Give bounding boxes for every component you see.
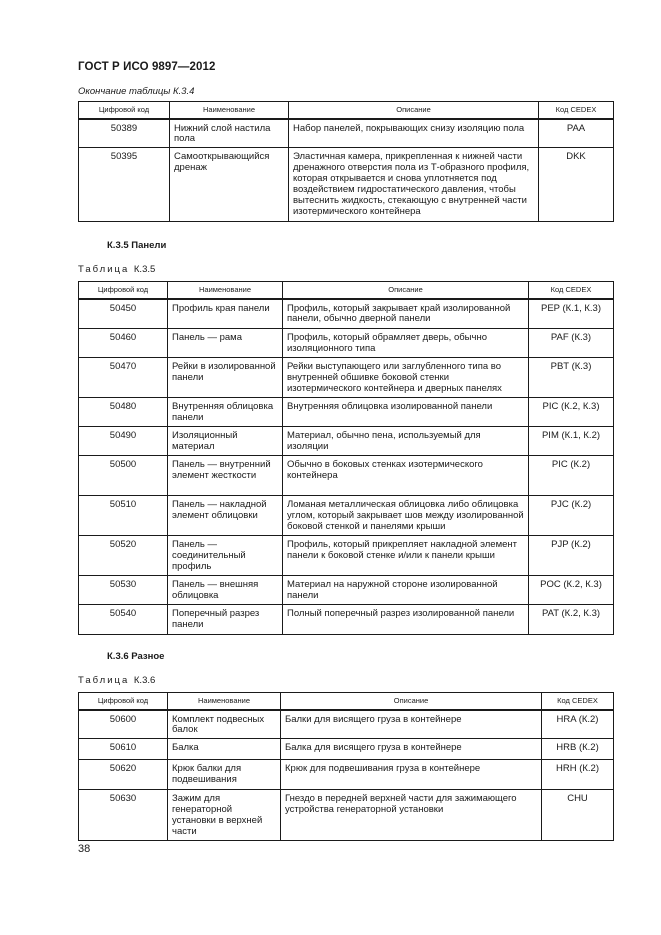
cell-code: 50610 [79,739,168,760]
cell-description: Профиль, который обрамляет дверь, обычно изоляционного типа [283,329,529,358]
table-row [79,790,614,841]
cell-name: Самооткрывающийся дренаж [170,148,289,222]
cell-cedex: DKK [539,148,614,222]
table-caption-number: К.3.6 [133,675,156,686]
table-header-row [79,693,614,710]
table-caption-number: К.3.5 [133,264,156,275]
column-header-cedex: Код CEDEX [539,102,614,119]
cell-code: 50490 [79,427,168,456]
cell-cedex: CHU [542,790,614,841]
table-caption-word: Таблица [78,675,130,686]
column-header-code: Цифровой код [79,693,168,710]
cell-cedex: PAA [539,119,614,148]
cell-cedex: HRH (К.2) [542,760,614,790]
cell-cedex: PBT (К.3) [529,358,614,398]
cell-code: 50620 [79,760,168,790]
table-row [79,739,614,760]
table-row [79,605,614,635]
table-row [79,398,614,427]
table-k35 [78,281,614,635]
table-row [79,148,614,222]
cell-cedex: PAF (К.3) [529,329,614,358]
column-header-cedex: Код CEDEX [542,693,614,710]
table-caption-k35 [78,264,155,275]
cell-name: Панель — внешняя облицовка [168,576,283,605]
table-row [79,576,614,605]
section-heading-misc: К.3.6 Разное [107,651,165,662]
document-header: ГОСТ Р ИСО 9897—2012 [78,61,216,73]
column-header-cedex: Код CEDEX [529,282,614,299]
cell-description: Гнездо в передней верхней части для зажимающего устройства генераторной установки [281,790,542,841]
cell-code: 50470 [79,358,168,398]
section-heading-panels: К.3.5 Панели [107,240,167,251]
table-caption-k36 [78,675,155,686]
table-row [79,760,614,790]
cell-name: Панель — накладной элемент облицовки [168,496,283,536]
cell-name: Панель — внутренний элемент жесткости [168,456,283,496]
cell-name: Балка [168,739,281,760]
table-header-row [79,102,614,119]
table-row [79,456,614,496]
cell-name: Нижний слой настила пола [170,119,289,148]
cell-description: Рейки выступающего или заглубленного типа во внутренней обшивке боковой стенки изотермического контейнера и дверных панелях [283,358,529,398]
table-row [79,536,614,576]
cell-name: Панель — соединительный профиль [168,536,283,576]
column-header-description: Описание [283,282,529,299]
table-caption-word: Таблица [78,264,130,275]
table-row [79,329,614,358]
cell-description: Балка для висящего груза в контейнере [281,739,542,760]
cell-description: Обычно в боковых стенках изотермического контейнера [283,456,529,496]
cell-cedex: PIC (К.2, К.3) [529,398,614,427]
table-row [79,427,614,456]
cell-code: 50520 [79,536,168,576]
cell-description: Материал, обычно пена, используемый для изоляции [283,427,529,456]
cell-code: 50395 [79,148,170,222]
cell-cedex: PIC (К.2) [529,456,614,496]
column-header-code: Цифровой код [79,282,168,299]
cell-cedex: HRA (К.2) [542,710,614,739]
cell-description: Эластичная камера, прикрепленная к нижней части дренажного отверстия пола из Т-образного профиля, которая открывается и снова уплотняется под воздействием гидростатического давления, чтобы вытеснить жидкость, стекающую с внутренней части изотермического контейнера [289,148,539,222]
cell-code: 50460 [79,329,168,358]
table-k34-end [78,101,614,222]
cell-description: Внутренняя облицовка изолированной панели [283,398,529,427]
cell-cedex: PAT (К.2, К.3) [529,605,614,635]
table-header-row [79,282,614,299]
cell-description: Полный поперечный разрез изолированной панели [283,605,529,635]
cell-code: 50600 [79,710,168,739]
table-row [79,496,614,536]
cell-cedex: HRB (К.2) [542,739,614,760]
cell-code: 50630 [79,790,168,841]
cell-code: 50510 [79,496,168,536]
cell-description: Крюк для подвешивания груза в контейнере [281,760,542,790]
cell-cedex: PEP (К.1, К.3) [529,299,614,329]
column-header-name: Наименование [168,693,281,710]
cell-code: 50540 [79,605,168,635]
table-row [79,358,614,398]
table-row [79,299,614,329]
cell-code: 50500 [79,456,168,496]
cell-code: 50480 [79,398,168,427]
column-header-name: Наименование [168,282,283,299]
cell-name: Внутренняя облицовка панели [168,398,283,427]
page-number: 38 [78,843,91,855]
cell-description: Материал на наружной стороне изолированной панели [283,576,529,605]
column-header-name: Наименование [170,102,289,119]
cell-cedex: PJP (К.2) [529,536,614,576]
column-header-description: Описание [281,693,542,710]
cell-cedex: PJC (К.2) [529,496,614,536]
cell-name: Изоляционный материал [168,427,283,456]
cell-description: Профиль, который прикрепляет накладной элемент панели к боковой стенке и/или к панели крыши [283,536,529,576]
table-row [79,119,614,148]
cell-code: 50530 [79,576,168,605]
cell-name: Панель — рама [168,329,283,358]
table-row [79,710,614,739]
cell-name: Рейки в изолированной панели [168,358,283,398]
cell-code: 50389 [79,119,170,148]
column-header-code: Цифровой код [79,102,170,119]
cell-name: Зажим для генераторной установки в верхней части [168,790,281,841]
cell-name: Комплект подвесных балок [168,710,281,739]
cell-name: Крюк балки для подвешивания [168,760,281,790]
cell-description: Профиль, который закрывает край изолированной панели, обычно дверной панели [283,299,529,329]
cell-description: Ломаная металлическая облицовка либо облицовка углом, который закрывает шов между изолированной боковой стенкой и панелями крыши [283,496,529,536]
cell-name: Поперечный разрез панели [168,605,283,635]
cell-cedex: PIM (К.1, К.2) [529,427,614,456]
table-continuation-caption: Окончание таблицы К.3.4 [78,86,195,97]
cell-description: Балки для висящего груза в контейнере [281,710,542,739]
column-header-description: Описание [289,102,539,119]
cell-code: 50450 [79,299,168,329]
cell-description: Набор панелей, покрывающих снизу изоляцию пола [289,119,539,148]
cell-name: Профиль края панели [168,299,283,329]
table-k36 [78,692,614,841]
cell-cedex: POC (К.2, К.3) [529,576,614,605]
